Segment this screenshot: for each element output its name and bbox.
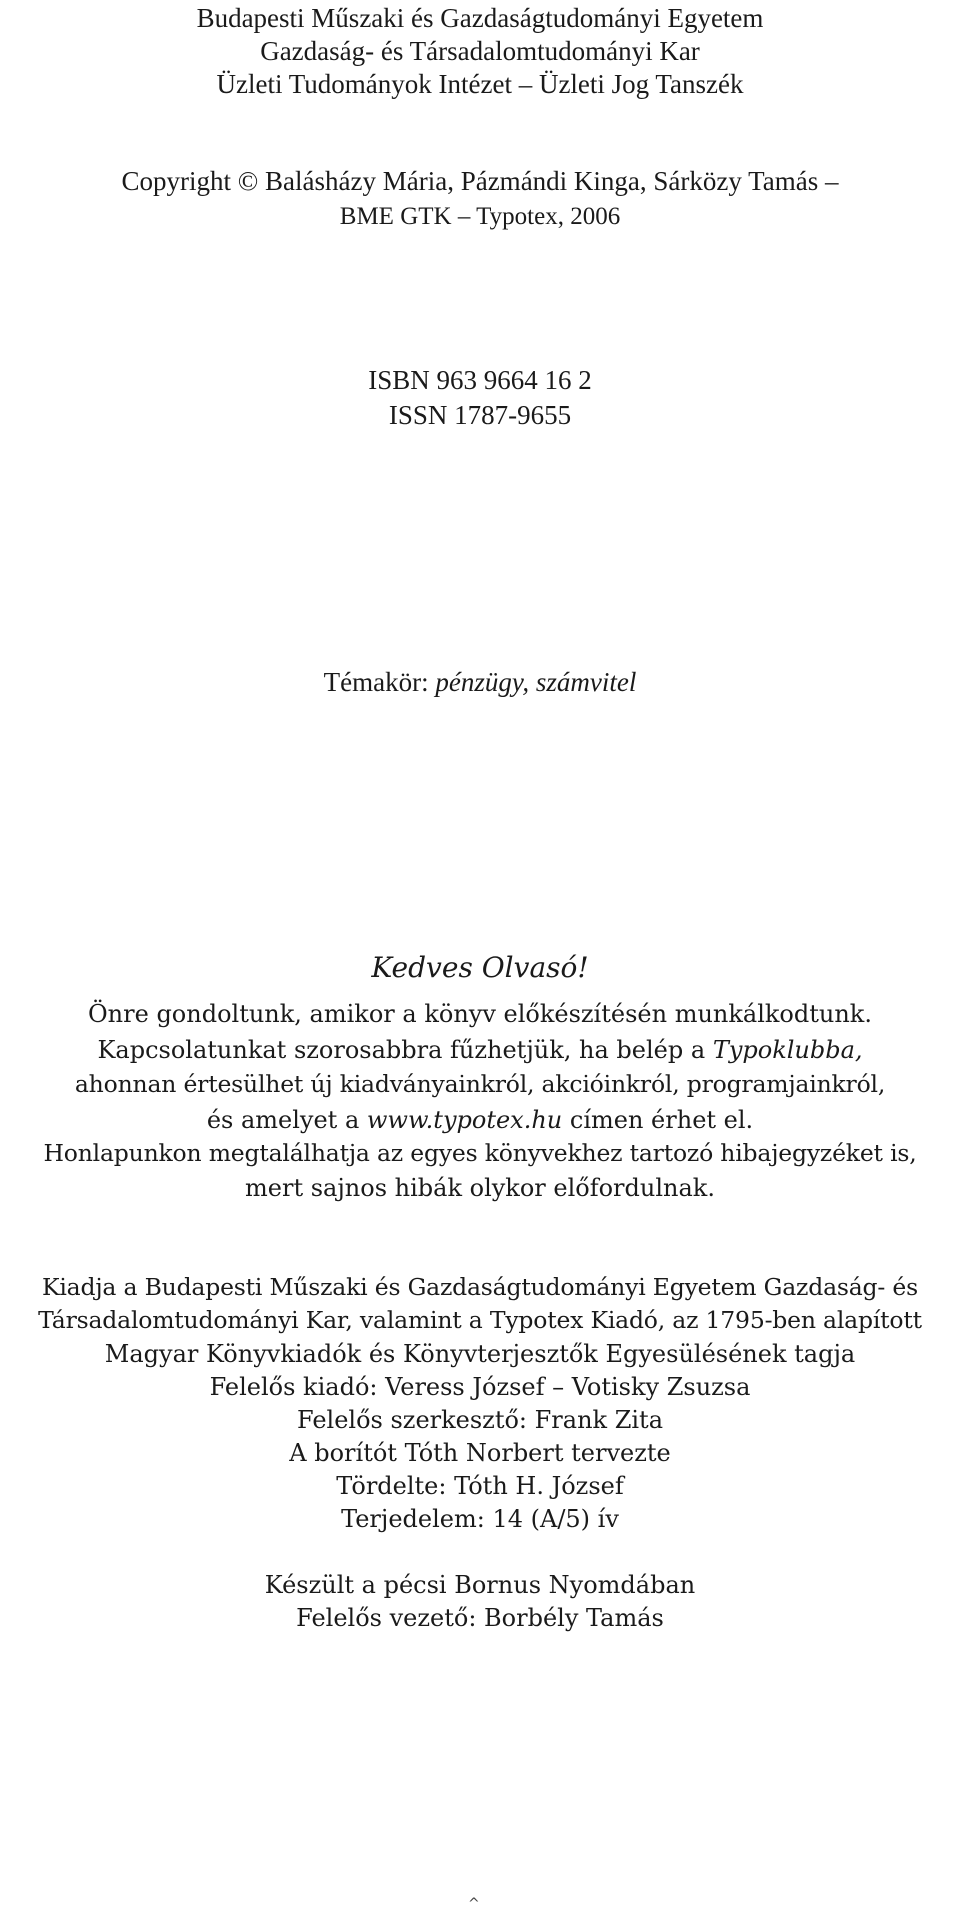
reader-note-line-3: ahonnan értesülhet új kiadványainkról, akcióinkról, programjainkról,: [74, 1070, 886, 1098]
reader-note-line-4-pre: és amelyet a: [206, 1106, 360, 1134]
topic-value: pénzügy, számvitel: [435, 667, 637, 697]
copyright-line-1: Copyright © Balásházy Mária, Pázmándi Kinga, Sárközy Tamás –: [121, 166, 839, 196]
publisher-line-3: Magyar Könyvkiadók és Könyvterjesztők Egyesülésének tagja: [104, 1340, 856, 1368]
website-link[interactable]: www.typotex.hu: [366, 1106, 563, 1134]
institution-line-3: Üzleti Tudományok Intézet – Üzleti Jog Tanszék: [216, 69, 744, 99]
institution-line-1: Budapesti Műszaki és Gazdaságtudományi Egyetem: [196, 3, 764, 33]
issn: ISSN 1787-9655: [388, 400, 572, 430]
page-bottom-mark: ^: [468, 1896, 480, 1912]
responsible-publisher: Felelős kiadó: Veress József – Votisky Zsuzsa: [209, 1373, 751, 1401]
reader-note-line-4: [0, 1108, 960, 1132]
book-extent: Terjedelem: 14 (A/5) ív: [341, 1505, 619, 1533]
reader-note-line-6: mert sajnos hibák olykor előfordulnak.: [245, 1174, 715, 1202]
printing-line-2: Felelős vezető: Borbély Tamás: [296, 1604, 664, 1632]
publisher-line-2: Társadalomtudományi Kar, valamint a Typotex Kiadó, az 1795-ben alapított: [38, 1306, 922, 1334]
reader-note-line-5: Honlapunkon megtalálhatja az egyes könyvekhez tartozó hibajegyzéket is,: [43, 1139, 917, 1167]
publisher-line-1: Kiadja a Budapesti Műszaki és Gazdaságtudományi Egyetem Gazdaság- és: [42, 1273, 918, 1301]
cover-designer: A borítót Tóth Norbert tervezte: [289, 1439, 671, 1467]
reader-note-line-2: [0, 1038, 960, 1062]
printing-line-1: Készült a pécsi Bornus Nyomdában: [264, 1571, 696, 1599]
typesetter: Tördelte: Tóth H. József: [336, 1472, 624, 1500]
reader-note-line-4-post: címen érhet el.: [569, 1106, 754, 1134]
topic-label: Témakör:: [323, 667, 429, 697]
reader-greeting: Kedves Olvasó!: [371, 951, 589, 984]
topic-line: [0, 669, 960, 696]
reader-note-line-2-text: Kapcsolatunkat szorosabbra fűzhetjük, ha belép a: [97, 1036, 706, 1064]
isbn: ISBN 963 9664 16 2: [368, 365, 592, 395]
copyright-line-2: BME GTK – Typotex, 2006: [339, 203, 621, 230]
reader-note-line-1: Önre gondoltunk, amikor a könyv előkészítésén munkálkodtunk.: [88, 1000, 872, 1028]
institution-line-2: Gazdaság- és Társadalomtudományi Kar: [260, 36, 700, 66]
typoklub-link[interactable]: Typoklubba,: [712, 1036, 863, 1064]
responsible-editor: Felelős szerkesztő: Frank Zita: [296, 1406, 663, 1434]
